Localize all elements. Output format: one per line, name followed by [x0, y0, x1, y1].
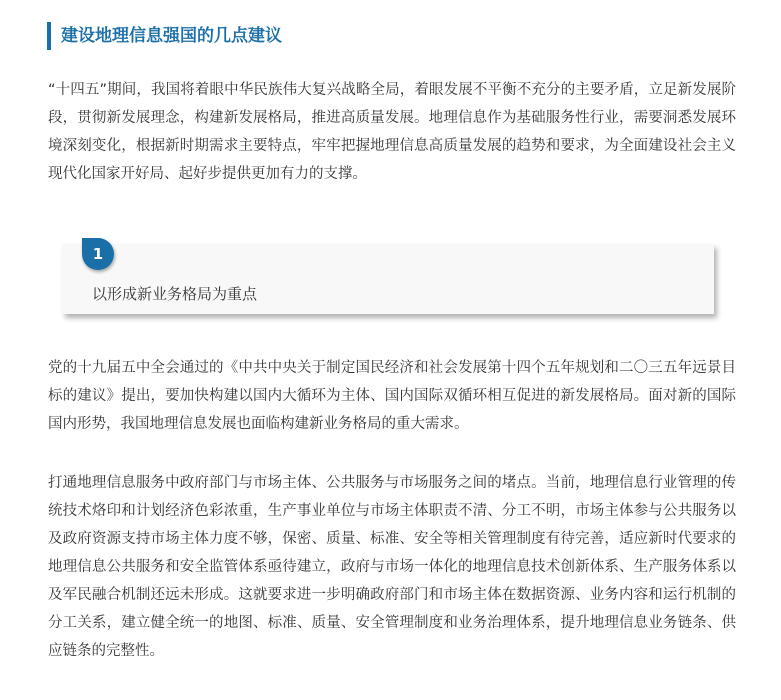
- section-title: 建设地理信息强国的几点建议: [47, 22, 282, 50]
- callout-heading: 以形成新业务格局为重点: [92, 285, 258, 303]
- callout-number-badge: 1: [82, 238, 114, 270]
- paragraph-2: 党的十九届五中全会通过的《中共中央关于制定国民经济和社会发展第十四个五年规划和二〇三五年远景目标的建议》提出，要加快构建以国内大循环为主体、国内国际双循环相互促进的新发展格局。面对新的国际国内形势，我国地理信息发展也面临构建新业务格局的重大需求。: [48, 360, 736, 432]
- intro-paragraph: “十四五”期间，我国将着眼中华民族伟大复兴战略全局，着眼发展不平衡不充分的主要矛盾，立足新发展阶段，贯彻新发展理念，构建新发展格局，推进高质量发展。地理信息作为基础服务性行业，需要洞悉发展环境深刻变化，根据新时期需求主要特点，牢牢把握地理信息高质量发展的趋势和要求，为全面建设社会主义现代化国家开好局、起好步提供更加有力的支撑。: [48, 82, 736, 182]
- paragraph-3: 打通地理信息服务中政府部门与市场主体、公共服务与市场服务之间的堵点。当前，地理信息行业管理的传统技术烙印和计划经济色彩浓重，生产事业单位与市场主体职责不清、分工不明，市场主体参与公共服务以及政府资源支持市场主体力度不够，保密、质量、标准、安全等相关管理制度有待完善，适应新时代要求的地理信息公共服务和安全监管体系亟待建立，政府与市场一体化的地理信息技术创新体系、生产服务体系以及军民融合机制还远未形成。这就要求进一步明确政府部门和市场主体在数据资源、业务内容和运行机制的分工关系，建立健全统一的地图、标准、质量、安全管理制度和业务治理体系，提升地理信息业务链条、供应链条的完整性。: [48, 475, 736, 659]
- callout-box: [62, 244, 714, 314]
